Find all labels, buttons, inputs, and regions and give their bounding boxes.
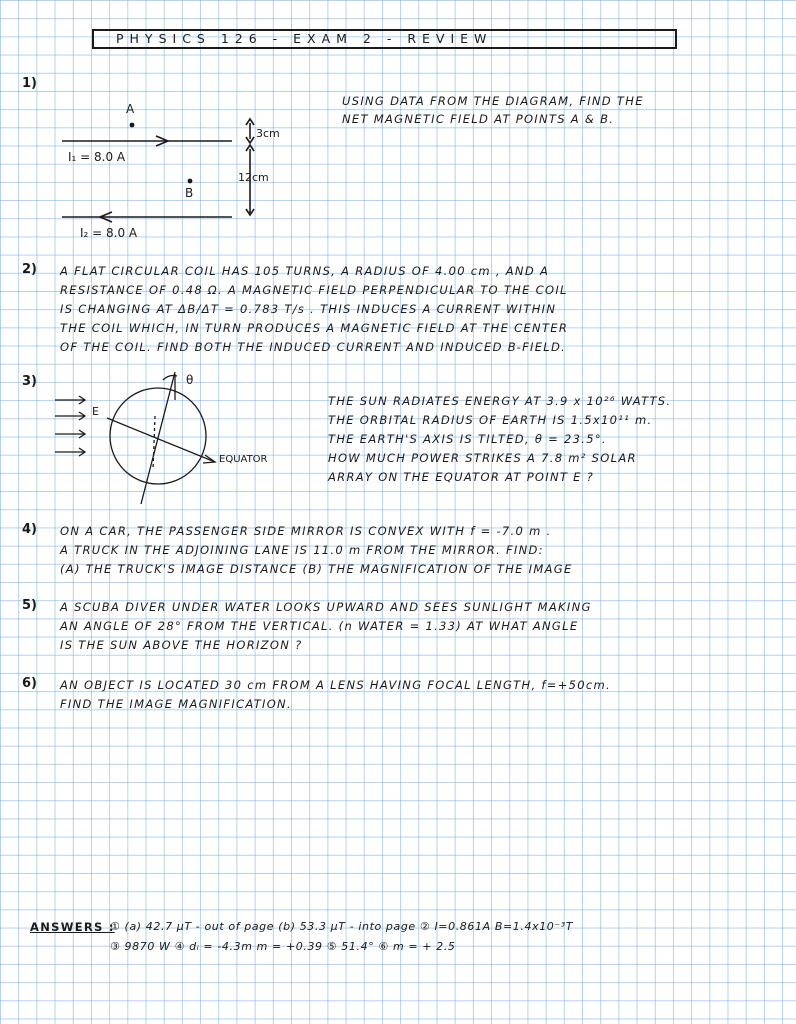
answers-line-2: ③ 9870 W ④ dᵢ = -4.3m m = +0.39 ⑤ 51.4° ⑥ m = + 2.5 [110,940,456,953]
problem-4-line-1: ON A CAR, THE PASSENGER SIDE MIRROR IS CONVEX WITH f = -7.0 m . [60,524,552,538]
page-title: PHYSICS 126 - EXAM 2 - REVIEW [92,29,677,49]
problem-6-line-1: AN OBJECT IS LOCATED 30 cm FROM A LENS HAVING FOCAL LENGTH, f=+50cm. [60,678,611,692]
problem-1-line-1: USING DATA FROM THE DIAGRAM, FIND THE [342,94,644,108]
problem-3-line-2: THE ORBITAL RADIUS OF EARTH IS 1.5x10¹¹ m. [328,413,653,427]
problem-5-line-1: A SCUBA DIVER UNDER WATER LOOKS UPWARD AND SEES SUNLIGHT MAKING [60,600,592,614]
problem-2-line-2: RESISTANCE OF 0.48 Ω. A MAGNETIC FIELD PERPENDICULAR TO THE COIL [60,283,568,297]
problem-5-line-3: IS THE SUN ABOVE THE HORIZON ? [60,638,303,652]
theta-label: θ [186,373,194,387]
distance-3cm-label: 3cm [256,127,280,140]
problem-2-line-4: THE COIL WHICH, IN TURN PRODUCES A MAGNETIC FIELD AT THE CENTER [60,321,569,335]
problem-3-line-4: HOW MUCH POWER STRIKES A 7.8 m² SOLAR [328,451,637,465]
distance-12cm-label: 12cm [238,171,269,184]
problem-3-line-1: THE SUN RADIATES ENERGY AT 3.9 x 10²⁶ WATTS. [328,394,672,408]
problem-3-line-3: THE EARTH'S AXIS IS TILTED, θ = 23.5°. [328,432,607,446]
point-b-label: B [185,186,194,200]
problem-2-line-1: A FLAT CIRCULAR COIL HAS 105 TURNS, A RADIUS OF 4.00 cm , AND A [60,264,550,278]
problem-1-number: 1) [22,76,37,91]
problem-4-line-2: A TRUCK IN THE ADJOINING LANE IS 11.0 m FROM THE MIRROR. FIND: [60,543,544,557]
point-a-label: A [126,102,135,116]
problem-3-number: 3) [22,374,37,389]
current-1-label: I₁ = 8.0 A [68,150,126,164]
answers-label: ANSWERS : [30,920,115,934]
problem-4-number: 4) [22,522,37,537]
problem-3-earth-diagram [55,370,295,510]
equator-label: EQUATOR [219,454,268,465]
problem-5-number: 5) [22,598,37,613]
problem-6-line-2: FIND THE IMAGE MAGNIFICATION. [60,697,292,711]
problem-2-number: 2) [22,262,37,277]
problem-3-line-5: ARRAY ON THE EQUATOR AT POINT E ? [328,470,595,484]
problem-6-number: 6) [22,676,37,691]
problem-2-line-5: OF THE COIL. FIND BOTH THE INDUCED CURRENT AND INDUCED B-FIELD. [60,340,567,354]
problem-1-diagram [50,95,300,245]
answers-line-1: ① (a) 42.7 μT - out of page (b) 53.3 μT - into page ② I=0.861A B=1.4x10⁻³T [110,920,574,933]
problem-1-line-2: NET MAGNETIC FIELD AT POINTS A & B. [342,112,615,126]
problem-4-line-3: (A) THE TRUCK'S IMAGE DISTANCE (B) THE MAGNIFICATION OF THE IMAGE [60,562,573,576]
problem-5-line-2: AN ANGLE OF 28° FROM THE VERTICAL. (n WATER = 1.33) AT WHAT ANGLE [60,619,579,633]
problem-2-line-3: IS CHANGING AT ΔB/ΔT = 0.783 T/s . THIS INDUCES A CURRENT WITHIN [60,302,557,316]
point-e-label: E [92,405,99,418]
current-2-label: I₂ = 8.0 A [80,226,138,240]
